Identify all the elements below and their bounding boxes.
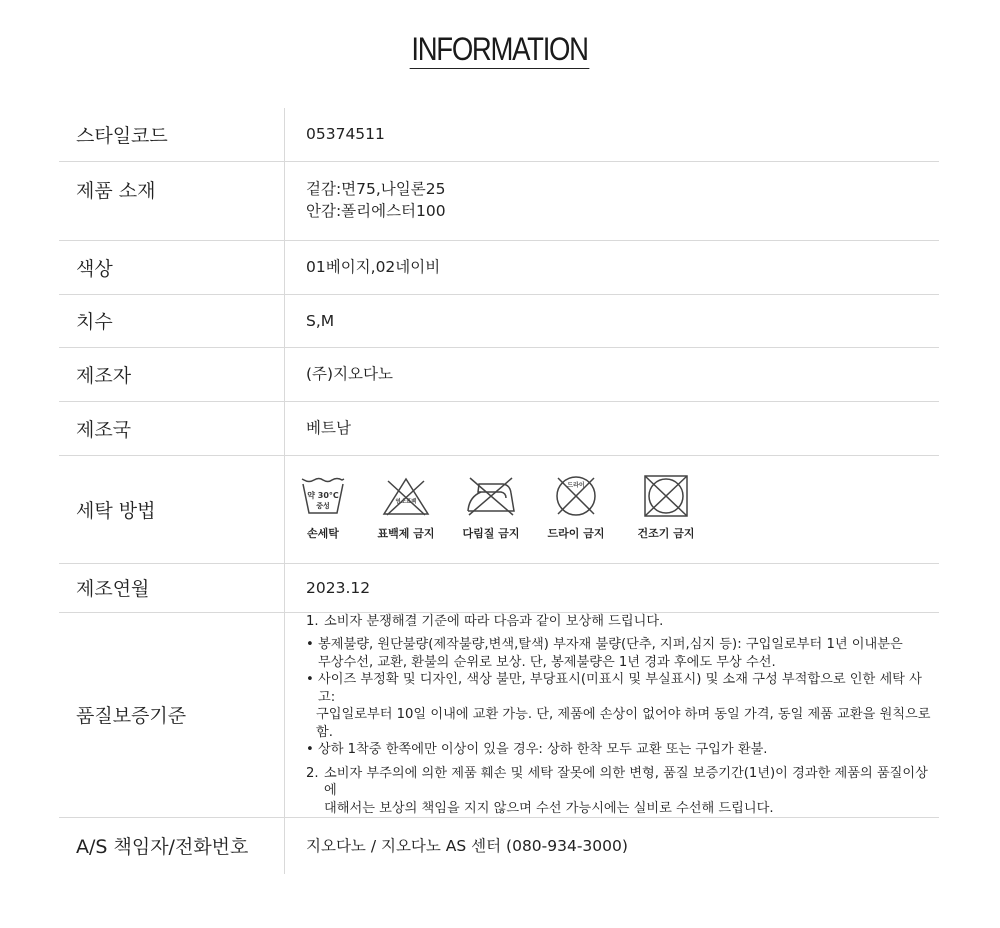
no-tumble-dry-icon (642, 475, 690, 517)
label-material: 제품 소재 (59, 161, 285, 240)
no-bleach-inner-text: 염소표백 (395, 499, 417, 505)
label-country: 제조국 (59, 401, 285, 455)
no-iron-icon (465, 475, 517, 517)
label-size: 치수 (59, 294, 285, 347)
no-bleach-icon (380, 475, 432, 517)
quality-bullet-2-mark: • (306, 672, 314, 687)
quality-item-1-text: 소비자 분쟁해결 기준에 따라 다음과 같이 보상해 드립니다. (324, 613, 664, 629)
value-size: S,M (285, 294, 940, 347)
label-color: 색상 (59, 240, 285, 294)
care-label-no-tumble-dry: 건조기 금지 (637, 527, 695, 540)
value-wash (285, 455, 940, 563)
row-material (59, 161, 939, 240)
quality-text (306, 613, 939, 818)
care-item-no-bleach (366, 475, 446, 545)
quality-bullet-1-line2: 무상수선, 교환, 환불의 순위로 보상. 단, 봉제불량은 1년 경과 후에도 무상 수선. (318, 654, 776, 670)
label-maker: 제조자 (59, 347, 285, 401)
value-style-code: 05374511 (285, 108, 940, 161)
row-quality (59, 612, 939, 818)
page-title-wrap (0, 30, 1000, 69)
care-item-no-dry-clean (536, 475, 616, 545)
no-dry-clean-inner-text: 드라이 (567, 482, 585, 489)
material-line-outer: 겉감:면75,나일론25 (306, 179, 446, 198)
care-item-no-iron (451, 475, 531, 545)
value-quality (285, 612, 940, 818)
information-table (59, 108, 939, 874)
label-style-code: 스타일코드 (59, 108, 285, 161)
quality-bullet-1-line1: 봉제불량, 원단불량(제작불량,변색,탈색) 부자재 불량(단추, 지퍼,심지 등): 구입일로부터 1년 이내분은 (318, 637, 903, 652)
value-country: 베트남 (285, 401, 940, 455)
value-date: 2023.12 (285, 563, 940, 612)
quality-bullet-1-mark: • (306, 637, 314, 652)
quality-bullet-1 (306, 636, 939, 671)
row-size (59, 294, 939, 347)
quality-bullet-2-line2: 구입일로부터 10일 이내에 교환 가능. 단, 제품에 손상이 없어야 하며 동일 가격, 동일 제품 교환을 원칙으로 함. (316, 707, 931, 740)
row-maker (59, 347, 939, 401)
quality-bullet-3 (306, 741, 939, 759)
value-maker: (주)지오다노 (285, 347, 940, 401)
care-label-hand-wash: 손세탁 (307, 527, 339, 540)
quality-item-2-mark: 2. (306, 765, 319, 781)
hand-wash-icon (300, 475, 346, 517)
care-label-no-bleach: 표백제 금지 (377, 527, 435, 540)
quality-item-2-line1: 소비자 부주의에 의한 제품 훼손 및 세탁 잘못에 의한 변형, 품질 보증기간(1년)이 경과한 제품의 품질이상에 (324, 765, 928, 798)
label-as: A/S 책임자/전화번호 (59, 818, 285, 874)
quality-bullet-2-line1: 사이즈 부정확 및 디자인, 색상 불만, 부당표시(미표시 및 부실표시) 및 소재 구성 부적합으로 인한 세탁 사고: (318, 672, 922, 705)
value-color: 01베이지,02네이비 (285, 240, 940, 294)
quality-bullet-2 (306, 671, 939, 741)
label-wash: 세탁 방법 (59, 455, 285, 563)
value-material (285, 161, 940, 240)
row-date (59, 563, 939, 612)
care-label-no-iron: 다림질 금지 (462, 527, 520, 540)
hand-wash-temp-text: 약 30°C (307, 491, 339, 500)
hand-wash-detergent-text: 중성 (316, 502, 330, 510)
row-style-code (59, 108, 939, 161)
material-line-lining: 안감:폴리에스터100 (306, 201, 446, 220)
quality-item-1 (306, 613, 939, 631)
quality-item-1-mark: 1. (306, 613, 319, 629)
care-item-hand-wash (298, 475, 348, 545)
no-dry-clean-icon (552, 475, 600, 517)
value-as: 지오다노 / 지오다노 AS 센터 (080-934-3000) (306, 836, 628, 855)
row-as (59, 818, 939, 874)
quality-item-2 (306, 765, 939, 818)
quality-bullet-3-line1: 상하 1착중 한쪽에만 이상이 있을 경우: 상하 한착 모두 교환 또는 구입가 환불. (318, 742, 768, 757)
row-color (59, 240, 939, 294)
care-label-no-dry-clean: 드라이 금지 (547, 527, 605, 540)
care-item-no-tumble-dry (626, 475, 706, 545)
row-country (59, 401, 939, 455)
label-quality: 품질보증기준 (59, 612, 285, 818)
page-title: INFORMATION (411, 31, 589, 67)
quality-bullet-3-mark: • (306, 742, 314, 757)
care-icons (306, 473, 939, 545)
quality-item-2-line2: 대해서는 보상의 책임을 지지 않으며 수선 가능시에는 실비로 수선해 드립니다. (324, 800, 774, 816)
label-date: 제조연월 (59, 563, 285, 612)
row-wash (59, 455, 939, 563)
